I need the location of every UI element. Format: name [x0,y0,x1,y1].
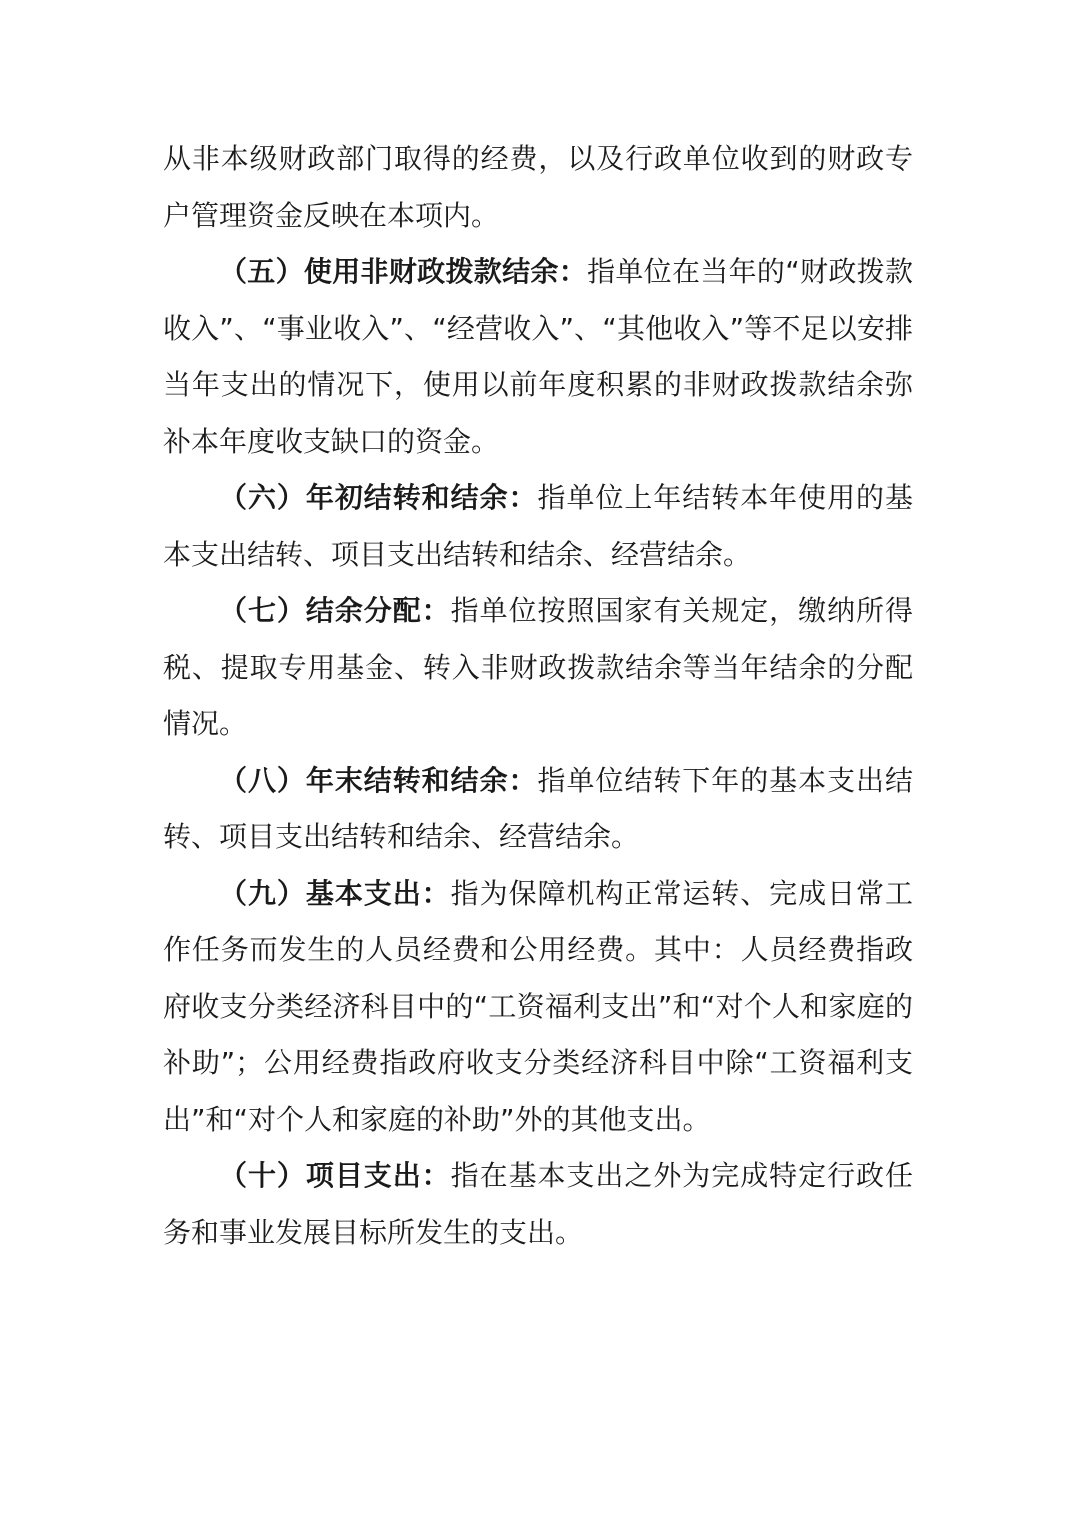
paragraph-surplus-distribution [163,583,913,753]
paragraph-text: 指在基本支出之外为完成特定行政任务和事业发展目标所发生的支出。 [163,1159,913,1249]
document-body [163,131,913,1261]
paragraph-text: 指为保障机构正常运转、完成日常工作任务而发生的人员经费和公用经费。其中：人员经费指政府收支分类经济科目中的“工资福利支出”和“对个人和家庭的补助”；公用经费指政府收支分类经济科目中除“工资福利支出”和“对个人和家庭的补助”外的其他支出。 [163,876,913,1136]
paragraph-term: （六）年初结转和结余： [219,481,538,514]
paragraph-term: （十）项目支出： [219,1159,451,1192]
paragraph-continued [163,131,913,244]
paragraph-opening-carryover [163,470,913,583]
paragraph-term: （八）年末结转和结余： [219,763,538,797]
paragraph-text: 指单位在当年的“财政拨款收入”、“事业收入”、“经营收入”、“其他收入”等不足以安排当年支出的情况下，使用以前年度积累的非财政拨款结余弥补本年度收支缺口的资金。 [163,255,913,458]
paragraph-term: （七）结余分配： [219,594,451,627]
paragraph-non-fiscal-surplus-use [163,244,913,470]
paragraph-project-expenditure [163,1148,913,1261]
paragraph-term: （九）基本支出： [219,876,451,910]
paragraph-text: 指单位按照国家有关规定，缴纳所得税、提取专用基金、转入非财政拨款结余等当年结余的分配情况。 [163,594,913,740]
paragraph-text: 指单位结转下年的基本支出结转、项目支出结转和结余、经营结余。 [163,763,913,853]
paragraph-text: 指单位上年结转本年使用的基本支出结转、项目支出结转和结余、经营结余。 [163,481,913,571]
paragraph-closing-carryover [163,753,913,866]
paragraph-text: 从非本级财政部门取得的经费，以及行政单位收到的财政专户管理资金反映在本项内。 [163,142,913,232]
paragraph-term: （五）使用非财政拨款结余： [219,255,588,288]
paragraph-basic-expenditure [163,866,913,1149]
